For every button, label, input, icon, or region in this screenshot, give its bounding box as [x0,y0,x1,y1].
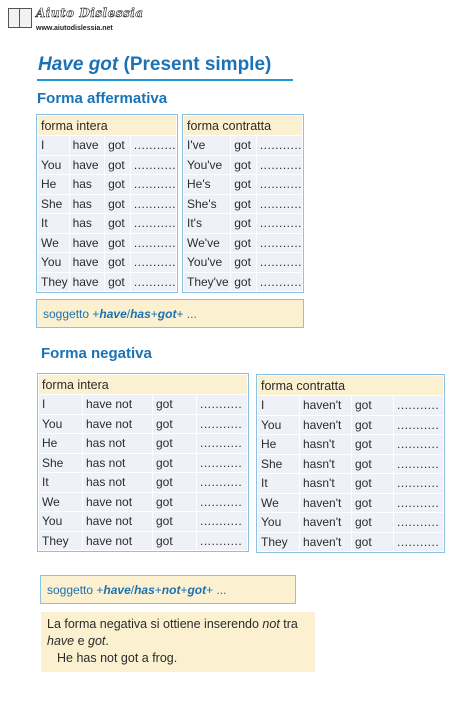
cell-verb: has not [83,473,153,493]
cell-dots: ........... [130,233,176,253]
cell-dots: ........... [197,414,248,434]
cell-verb: have not [83,531,153,551]
cell-subject: I've [184,136,231,156]
table-row [184,272,303,292]
cell-got: got [105,175,131,195]
table-row [38,253,177,273]
note-text: tra [279,617,298,631]
note-text: La forma negativa si ottiene inserendo [47,617,263,631]
cell-dots: ........... [197,453,248,473]
table-row [39,512,248,532]
cell-got: got [231,155,257,175]
cell-got: got [153,395,197,415]
formula-text: + ... [206,582,227,597]
cell-subject: We [258,493,300,513]
cell-got: got [231,175,257,195]
cell-dots: ........... [130,175,176,195]
cell-dots: ........... [197,492,248,512]
table-header: forma intera [39,375,248,395]
cell-subject: I [38,136,70,156]
formula-text: / [126,306,131,321]
cell-verb: hasn't [300,435,352,455]
table-header: forma intera [38,116,177,136]
table-row [39,414,248,434]
note-got: got [88,634,106,648]
cell-got: got [153,453,197,473]
book-icon [8,8,32,28]
cell-dots: ........... [394,513,444,533]
cell-subject: We [38,233,70,253]
table-row [258,513,444,533]
cell-subject: They [39,531,83,551]
cell-subject: She's [184,194,231,214]
cell-dots: ........... [394,435,444,455]
formula-affermativa [36,299,304,328]
cell-subject: It [38,214,70,234]
cell-subject: You [258,415,300,435]
note-text: . [105,634,109,648]
cell-subject: He's [184,175,231,195]
heading-affermativa: Forma affermativa [37,90,168,107]
formula-got: got [157,306,177,321]
cell-subject: You [38,253,70,273]
cell-got: got [231,233,257,253]
table-row [258,396,444,416]
table-row [184,175,303,195]
note-have: have [47,634,75,648]
cell-got: got [352,435,394,455]
cell-got: got [153,414,197,434]
cell-subject: I [258,396,300,416]
cell-verb: haven't [300,513,352,533]
table-row [38,214,177,234]
table-row [184,155,303,175]
table-row [39,531,248,551]
cell-subject: We've [184,233,231,253]
table-row [258,435,444,455]
table-header: forma contratta [184,116,303,136]
cell-got: got [153,531,197,551]
cell-dots: ........... [197,531,248,551]
cell-verb: has not [83,453,153,473]
table-row [184,233,303,253]
formula-text: + [150,306,158,321]
cell-dots: ........... [130,253,176,273]
cell-got: got [352,454,394,474]
cell-got: got [352,513,394,533]
cell-dots: ........... [256,233,302,253]
cell-dots: ........... [394,532,444,552]
cell-verb: have [69,233,105,253]
cell-got: got [153,473,197,493]
logo-url: www.aiutodislessia.net [36,25,113,32]
cell-got: got [352,474,394,494]
cell-dots: ........... [394,396,444,416]
cell-dots: ........... [197,473,248,493]
cell-verb: hasn't [300,454,352,474]
cell-subject: You [38,155,70,175]
cell-dots: ........... [130,214,176,234]
cell-got: got [352,396,394,416]
formula-text: soggetto + [43,306,100,321]
cell-dots: ........... [256,253,302,273]
cell-subject: He [38,175,70,195]
cell-got: got [105,194,131,214]
title-rest: (Present simple) [118,54,272,75]
table-row [184,253,303,273]
cell-dots: ........... [197,512,248,532]
cell-dots: ........... [130,272,176,292]
cell-got: got [105,233,131,253]
formula-got: got [187,582,207,597]
cell-dots: ........... [394,415,444,435]
cell-subject: It [258,474,300,494]
cell-dots: ........... [130,194,176,214]
cell-dots: ........... [197,434,248,454]
table-row [39,453,248,473]
cell-verb: has [69,175,105,195]
cell-got: got [105,214,131,234]
table-row [258,415,444,435]
cell-subject: We [39,492,83,512]
cell-got: got [352,493,394,513]
table-row [38,175,177,195]
formula-text: + [154,582,162,597]
formula-text: / [130,582,135,597]
table-affermativa-contratta [183,115,303,292]
cell-got: got [153,434,197,454]
formula-text: + [180,582,188,597]
formula-negativa [40,575,296,604]
cell-verb: haven't [300,493,352,513]
table-row [258,532,444,552]
cell-subject: You [39,414,83,434]
cell-subject: It [39,473,83,493]
cell-verb: have not [83,492,153,512]
formula-have: have [99,306,127,321]
cell-got: got [105,272,131,292]
table-row [184,136,303,156]
cell-subject: You've [184,253,231,273]
title-italic: Have got [38,54,119,75]
note-example: He has not got a frog. [57,651,178,665]
cell-dots: ........... [256,155,302,175]
cell-subject: They [38,272,70,292]
cell-verb: has [69,194,105,214]
cell-subject: They [258,532,300,552]
cell-subject: You've [184,155,231,175]
cell-got: got [352,532,394,552]
cell-verb: have [69,272,105,292]
cell-verb: have [69,253,105,273]
cell-got: got [231,194,257,214]
cell-got: got [352,415,394,435]
cell-dots: ........... [394,493,444,513]
heading-negativa: Forma negativa [41,345,152,362]
cell-verb: has [69,214,105,234]
table-row [39,473,248,493]
cell-dots: ........... [256,214,302,234]
cell-got: got [153,492,197,512]
cell-subject: He [258,435,300,455]
table-row [39,434,248,454]
table-row [184,194,303,214]
cell-subject: It's [184,214,231,234]
table-header: forma contratta [258,376,444,396]
page-title [38,54,271,76]
note-not: not [262,617,280,631]
cell-subject: You [39,512,83,532]
table-row [38,194,177,214]
cell-got: got [105,155,131,175]
site-logo [6,4,156,38]
table-row [38,136,177,156]
table-row [258,454,444,474]
table-row [258,474,444,494]
cell-verb: has not [83,434,153,454]
cell-verb: haven't [300,396,352,416]
note-text: e [74,634,89,648]
table-row [39,492,248,512]
cell-got: got [105,136,131,156]
cell-subject: She [39,453,83,473]
cell-dots: ........... [394,474,444,494]
formula-text: + ... [176,306,197,321]
formula-text: soggetto + [47,582,104,597]
table-row [39,395,248,415]
cell-dots: ........... [130,136,176,156]
table-negativa-contratta [257,375,444,552]
cell-dots: ........... [197,395,248,415]
cell-dots: ........... [256,136,302,156]
cell-verb: have not [83,512,153,532]
cell-subject: She [258,454,300,474]
title-underline [37,79,293,81]
cell-verb: have [69,136,105,156]
table-negativa-intera [38,374,248,551]
table-affermativa-intera [37,115,177,292]
cell-subject: She [38,194,70,214]
cell-got: got [231,272,257,292]
cell-verb: haven't [300,415,352,435]
cell-verb: hasn't [300,474,352,494]
cell-got: got [231,214,257,234]
cell-dots: ........... [130,155,176,175]
cell-dots: ........... [256,175,302,195]
cell-dots: ........... [394,454,444,474]
cell-got: got [153,512,197,532]
cell-subject: They've [184,272,231,292]
cell-verb: have [69,155,105,175]
formula-have: have [103,582,131,597]
cell-subject: He [39,434,83,454]
cell-got: got [231,253,257,273]
cell-verb: have not [83,395,153,415]
cell-dots: ........... [256,194,302,214]
logo-name: Aiuto Dislessia [36,6,144,20]
table-row [184,214,303,234]
cell-subject: You [258,513,300,533]
formula-not: not [161,582,181,597]
formula-has: has [134,582,155,597]
cell-got: got [231,136,257,156]
cell-got: got [105,253,131,273]
cell-verb: haven't [300,532,352,552]
formula-has: has [130,306,151,321]
table-row [38,233,177,253]
table-row [38,155,177,175]
table-row [258,493,444,513]
note-box [41,612,315,672]
cell-subject: I [39,395,83,415]
table-row [38,272,177,292]
cell-verb: have not [83,414,153,434]
cell-dots: ........... [256,272,302,292]
